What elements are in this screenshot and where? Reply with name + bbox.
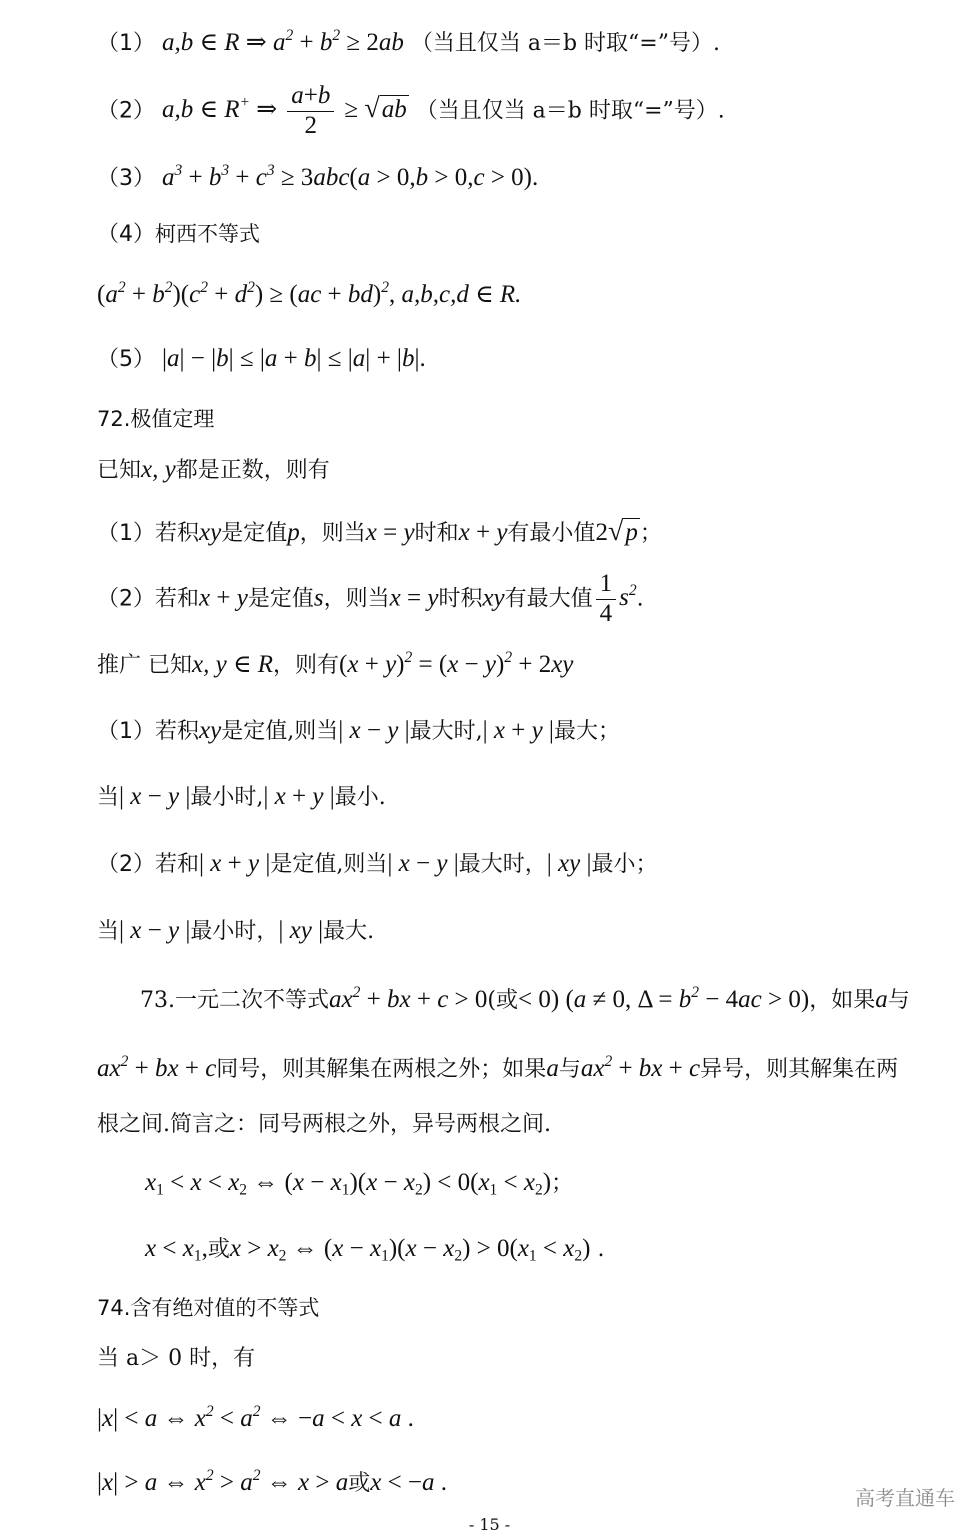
item-number: （2） xyxy=(97,98,155,124)
text: (或 xyxy=(487,988,518,1013)
item-number: （1） xyxy=(97,521,155,546)
generalization-1b: 当| x − y |最小时,| x + y |最小. xyxy=(97,783,386,810)
item-number: （3） xyxy=(97,166,155,191)
text: 是定值 xyxy=(221,521,288,546)
fraction-one-quarter: $\frac{1}{4}$ xyxy=(596,570,617,629)
fraction-a-plus-b-over-2: $\frac{a+b}{2}$ xyxy=(287,82,334,141)
generalization: 推广 已知x, y ∈ R，则有$(x + y)^2 = (x - y)^2 + 2xy$ xyxy=(97,648,574,678)
watermark: 高考直通车 xyxy=(855,1486,955,1510)
item-number: （2） xyxy=(97,586,155,612)
text: ； xyxy=(551,1171,574,1196)
text: 与 xyxy=(558,1057,581,1082)
cauchy-heading xyxy=(97,222,949,248)
item-number: （1） xyxy=(97,719,155,744)
equality-condition: （当且仅当 a＝b 时取“=”号）. xyxy=(410,31,720,56)
text: 最大时, xyxy=(409,719,483,744)
text: 都是正数，则有 xyxy=(175,458,330,483)
item-number: （5） xyxy=(97,347,155,372)
section-title: 72.极值定理 xyxy=(97,407,215,431)
text: ，则当 xyxy=(323,586,390,612)
extremum-2: （2）若和x + y是定值s，则当x = y时积xy有最大值 $\frac{1}{4}$ $s^2$. xyxy=(97,570,644,627)
text: 若和 xyxy=(155,586,200,612)
text: 若积 xyxy=(155,521,200,546)
item-number: （1） xyxy=(97,31,155,56)
section-73-line-3 xyxy=(97,1112,949,1138)
text: 有最大值 xyxy=(504,586,593,612)
text: 是定值,则当 xyxy=(221,719,339,744)
extremum-1: （1）若积xy是定值p，则当x = y时和x + y有最小值2√p； xyxy=(97,516,662,547)
inequality-3: （3） $a^3 + b^3 + c^3 \ge 3abc(a > 0,b > 0,c > 0)$. xyxy=(97,161,539,191)
section-74-intro xyxy=(97,1346,949,1372)
text: 最小时, xyxy=(190,785,264,810)
section-title: 73.一元二次不等式 xyxy=(140,988,329,1013)
cauchy-title: 柯西不等式 xyxy=(155,222,260,246)
inequality-5: （5） |a| − |b| ≤ |a + b| ≤ |a| + |b|. xyxy=(97,345,426,372)
cauchy-formula: $(a^2 + b^2)(c^2 + d^2) \ge (ac + bd)^2$, a,b,c,d ∈ R. xyxy=(97,278,522,308)
text: 时和 xyxy=(414,521,459,546)
text: 时积 xyxy=(438,586,483,612)
text: 当 xyxy=(97,919,120,944)
text: 最小. xyxy=(334,785,386,810)
text: 推广 已知 xyxy=(97,653,192,678)
text: ，则当 xyxy=(299,521,366,546)
section-73-line-2: $ax^2$ + bx + c同号，则其解集在两根之外；如果a与$ax^2$ + bx + c异号，则其解集在两 xyxy=(97,1052,899,1082)
text: 当 xyxy=(97,785,120,810)
generalization-2b: 当| x − y |最小时，| xy |最大. xyxy=(97,917,375,944)
text: 与 xyxy=(887,988,910,1013)
text: 或 xyxy=(207,1237,230,1262)
section-title: 74.含有绝对值的不等式 xyxy=(97,1296,320,1320)
inequality-1: （1） a,b ∈ R ⇒ $a^2 + b^2 \ge 2ab$ （当且仅当 a＝b 时取“=”号）. xyxy=(97,26,720,56)
text: 异号，则其解集在两 xyxy=(700,1057,899,1082)
text: 是定值 xyxy=(247,586,314,612)
generalization-1: （1）若积xy是定值,则当| x − y |最大时,| x + y |最大； xyxy=(97,717,620,744)
section-72-heading xyxy=(97,407,949,433)
section-73-line-1: 73.一元二次不等式$ax^2$ + bx + c > 0(或< 0) (a ≠ 0, $\Delta = b^2 - 4ac > 0$)，如果a与 xyxy=(140,983,910,1013)
text: 根之间.简言之：同号两根之外，异号两根之间. xyxy=(97,1112,551,1137)
text: ，如果 xyxy=(809,988,876,1013)
text: . xyxy=(597,1237,605,1262)
text: 最大时， xyxy=(458,852,547,877)
item-number: （4） xyxy=(97,222,155,247)
text: 若和 xyxy=(155,852,200,877)
text: 最小时， xyxy=(190,919,279,944)
text: ； xyxy=(639,521,662,546)
page-number: - 15 - xyxy=(468,1515,511,1534)
text: 若积 xyxy=(155,719,200,744)
abs-rule-1: |x| < a ⇔ $x^2 < a^2$ ⇔ −a < x < a . xyxy=(97,1402,414,1432)
text: 最大. xyxy=(323,919,375,944)
abs-rule-2: |x| > a ⇔ $x^2 > a^2$ ⇔ x > a或x < −a . xyxy=(97,1466,448,1496)
text: 最大； xyxy=(553,719,620,744)
text: 同号，则其解集在两根之外；如果 xyxy=(216,1057,547,1082)
section-73-formula-2: $x < x_1$,或$x > x_2$ ⇔ $(x - x_1)(x - x_2) > 0(x_1 < x_2)$ . xyxy=(145,1235,605,1265)
text: 或 xyxy=(348,1471,371,1496)
equality-condition: （当且仅当 a＝b 时取“=”号）. xyxy=(415,98,725,124)
section-72-intro: 已知x, y都是正数，则有 xyxy=(97,456,330,483)
text: 是定值,则当 xyxy=(270,852,388,877)
inequality-2: （2） a,b ∈ R+ ⇒ $\frac{a+b}{2}$ ≥ √ab （当且仅当 a＝b 时取“=”号）. xyxy=(97,82,725,139)
item-number: （2） xyxy=(97,852,155,877)
generalization-2: （2）若和| x + y |是定值,则当| x − y |最大时，| xy |最小； xyxy=(97,850,658,877)
section-74-heading xyxy=(97,1296,949,1322)
text: 当 a＞ 0 时，有 xyxy=(97,1346,256,1371)
text: 有最小值 xyxy=(507,521,596,546)
text: . xyxy=(636,586,644,612)
text: ，则有 xyxy=(273,653,340,678)
text: 已知 xyxy=(97,458,142,483)
section-73-formula-1: $x_1 < x < x_2$ ⇔ $(x - x_1)(x - x_2) < 0(x_1 < x_2)$； xyxy=(145,1169,574,1199)
text: 最小； xyxy=(591,852,658,877)
